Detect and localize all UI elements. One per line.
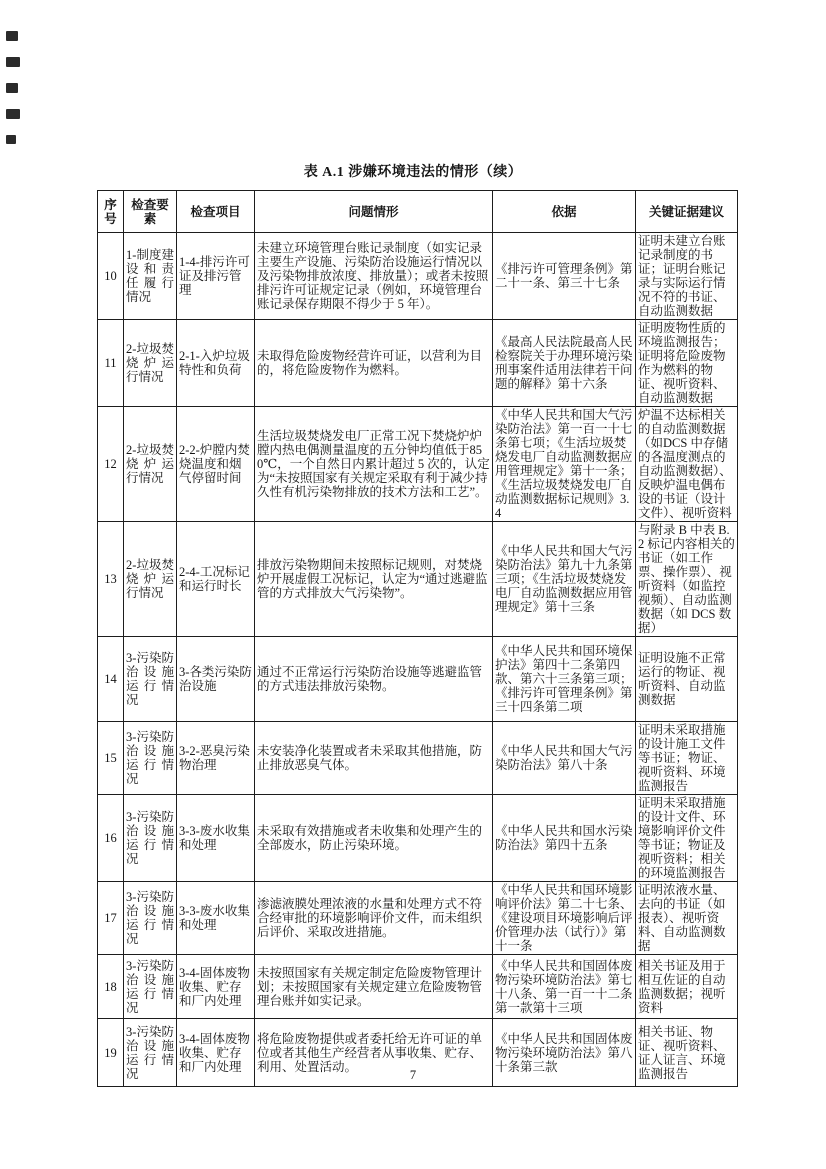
row-basis: 《排污许可管理条例》第二十一条、第三十七条 xyxy=(493,233,636,320)
table-row xyxy=(98,955,738,1019)
row-element: 2-垃圾焚烧炉运行情况 xyxy=(124,320,177,407)
row-item: 3-3-废水收集和处理 xyxy=(177,795,255,882)
row-item: 3-4-固体废物收集、贮存和厂内处理 xyxy=(177,955,255,1019)
table-row xyxy=(98,407,738,522)
row-problem: 通过不正常运行污染防治设施等逃避监管的方式违法排放污染物。 xyxy=(255,637,493,722)
row-element: 3-污染防治设施运行情况 xyxy=(124,882,177,955)
row-basis: 《中华人民共和国大气污染防治法》第九十九条第三项；《生活垃圾焚烧发电厂自动监测数据应用管理规定》第十三条 xyxy=(493,522,636,637)
col-header-basis: 依据 xyxy=(493,191,636,233)
row-problem: 未按照国家有关规定制定危险废物管理计划；未按照国家有关规定建立危险废物管理台账并如实记录。 xyxy=(255,955,493,1019)
scan-artifact xyxy=(6,83,18,93)
table-title: 表 A.1 涉嫌环境违法的情形（续） xyxy=(303,165,523,180)
col-header-evidence: 关键证据建议 xyxy=(636,191,738,233)
table-row xyxy=(98,722,738,795)
row-problem: 未采取有效措施或者未收集和处理产生的全部废水，防止污染环境。 xyxy=(255,795,493,882)
row-item: 2-4-工况标记和运行时长 xyxy=(177,522,255,637)
row-no: 14 xyxy=(98,637,124,722)
row-element: 3-污染防治设施运行情况 xyxy=(124,637,177,722)
col-header-problem: 问题情形 xyxy=(255,191,493,233)
scan-artifact xyxy=(6,135,16,144)
row-no: 11 xyxy=(98,320,124,407)
row-basis: 《中华人民共和国固体废物污染环境防治法》第七十八条、第一百一十二条第一款第十三项 xyxy=(493,955,636,1019)
row-basis: 《中华人民共和国环境影响评价法》第二十七条、《建设项目环境影响后评价管理办法（试行）》第十一条 xyxy=(493,882,636,955)
row-element: 3-污染防治设施运行情况 xyxy=(124,1019,177,1087)
col-header-no: 序号 xyxy=(98,191,124,233)
table-row xyxy=(98,882,738,955)
row-basis: 《中华人民共和国水污染防治法》第四十五条 xyxy=(493,795,636,882)
row-no: 12 xyxy=(98,407,124,522)
row-problem: 排放污染物期间未按照标记规则，对焚烧炉开展虚假工况标记，认定为“通过逃避监管的方式排放大气污染物”。 xyxy=(255,522,493,637)
row-no: 18 xyxy=(98,955,124,1019)
row-no: 13 xyxy=(98,522,124,637)
row-basis: 《中华人民共和国大气污染防治法》第八十条 xyxy=(493,722,636,795)
table-row xyxy=(98,522,738,637)
row-problem: 未取得危险废物经营许可证，以营利为目的，将危险废物作为燃料。 xyxy=(255,320,493,407)
scan-artifact xyxy=(6,57,20,67)
row-element: 3-污染防治设施运行情况 xyxy=(124,795,177,882)
row-no: 10 xyxy=(98,233,124,320)
row-evidence: 相关书证、物证、视听资料、证人证言、环境监测报告 xyxy=(636,1019,738,1087)
row-item: 3-各类污染防治设施 xyxy=(177,637,255,722)
row-no: 17 xyxy=(98,882,124,955)
col-header-item: 检查项目 xyxy=(177,191,255,233)
row-problem: 未安装净化装置或者未采取其他措施，防止排放恶臭气体。 xyxy=(255,722,493,795)
row-item: 2-2-炉膛内焚烧温度和烟气停留时间 xyxy=(177,407,255,522)
row-item: 3-4-固体废物收集、贮存和厂内处理 xyxy=(177,1019,255,1087)
violations-table xyxy=(97,190,738,1087)
row-evidence: 证明未建立台账记录制度的书证；证明台账记录与实际运行情况不符的书证、自动监测数据 xyxy=(636,233,738,320)
table-row xyxy=(98,637,738,722)
header-row xyxy=(98,191,738,233)
row-item: 3-2-恶臭污染物治理 xyxy=(177,722,255,795)
row-element: 2-垃圾焚烧炉运行情况 xyxy=(124,522,177,637)
row-evidence: 证明浓液水量、去向的书证（如报表）、视听资料、自动监测数据 xyxy=(636,882,738,955)
row-item: 3-3-废水收集和处理 xyxy=(177,882,255,955)
scan-artifact xyxy=(6,31,18,41)
table-row xyxy=(98,233,738,320)
row-evidence: 证明未采取措施的设计施工文件等书证；物证、视听资料、环境监测报告 xyxy=(636,722,738,795)
page-number: 7 xyxy=(409,1068,417,1082)
row-no: 16 xyxy=(98,795,124,882)
row-evidence: 相关书证及用于相互佐证的自动监测数据；视听资料 xyxy=(636,955,738,1019)
row-no: 15 xyxy=(98,722,124,795)
row-problem: 生活垃圾焚烧发电厂正常工况下焚烧炉炉膛内热电偶测量温度的五分钟均值低于850℃，一个自然日内累计超过 5 次的，认定为“未按照国家有关规定采取有利于减少持久性有机污染物排放的技术方法和工艺”。 xyxy=(255,407,493,522)
row-problem: 将危险废物提供或者委托给无许可证的单位或者其他生产经营者从事收集、贮存、利用、处置活动。 xyxy=(255,1019,493,1087)
row-evidence: 证明未采取措施的设计文件、环境影响评价文件等书证；物证及视听资料；相关的环境监测报告 xyxy=(636,795,738,882)
row-no: 19 xyxy=(98,1019,124,1087)
row-element: 2-垃圾焚烧炉运行情况 xyxy=(124,407,177,522)
row-element: 1-制度建设和责任履行情况 xyxy=(124,233,177,320)
row-item: 2-1-入炉垃圾特性和负荷 xyxy=(177,320,255,407)
row-problem: 渗滤液膜处理浓液的水量和处理方式不符合经审批的环境影响评价文件，而未组织后评价、采取改进措施。 xyxy=(255,882,493,955)
row-basis: 《中华人民共和国环境保护法》第四十二条第四款、第六十三条第三项；《排污许可管理条例》第三十四条第二项 xyxy=(493,637,636,722)
row-evidence: 证明废物性质的环境监测报告；证明将危险废物作为燃料的物证、视听资料、自动监测数据 xyxy=(636,320,738,407)
row-basis: 《中华人民共和国大气污染防治法》第一百一十七条第七项；《生活垃圾焚烧发电厂自动监测数据应用管理规定》第十一条；《生活垃圾焚烧发电厂自动监测数据标记规则》3.4 xyxy=(493,407,636,522)
scan-artifact xyxy=(6,109,20,119)
row-problem: 未建立环境管理台账记录制度（如实记录主要生产设施、污染防治设施运行情况以及污染物排放浓度、排放量）；或者未按照排污许可证规定记录（例如，环境管理台账记录保存期限不得少于 5 年）。 xyxy=(255,233,493,320)
col-header-element: 检查要素 xyxy=(124,191,177,233)
table-row xyxy=(98,795,738,882)
row-item: 1-4-排污许可证及排污管理 xyxy=(177,233,255,320)
row-evidence: 炉温不达标相关的自动监测数据（如DCS 中存储的各温度测点的自动监测数据）、反映炉温电偶布设的书证（设计文件）、视听资料 xyxy=(636,407,738,522)
row-evidence: 证明设施不正常运行的物证、视听资料、自动监测数据 xyxy=(636,637,738,722)
row-basis: 《中华人民共和国固体废物污染环境防治法》第八十条第三款 xyxy=(493,1019,636,1087)
row-element: 3-污染防治设施运行情况 xyxy=(124,955,177,1019)
table-row xyxy=(98,320,738,407)
row-evidence: 与附录 B 中表 B.2 标记内容相关的书证（如工作票、操作票）、视听资料（如监控视频）、自动监测数据（如 DCS 数据） xyxy=(636,522,738,637)
row-basis: 《最高人民法院最高人民检察院关于办理环境污染刑事案件适用法律若干问题的解释》第十六条 xyxy=(493,320,636,407)
row-element: 3-污染防治设施运行情况 xyxy=(124,722,177,795)
